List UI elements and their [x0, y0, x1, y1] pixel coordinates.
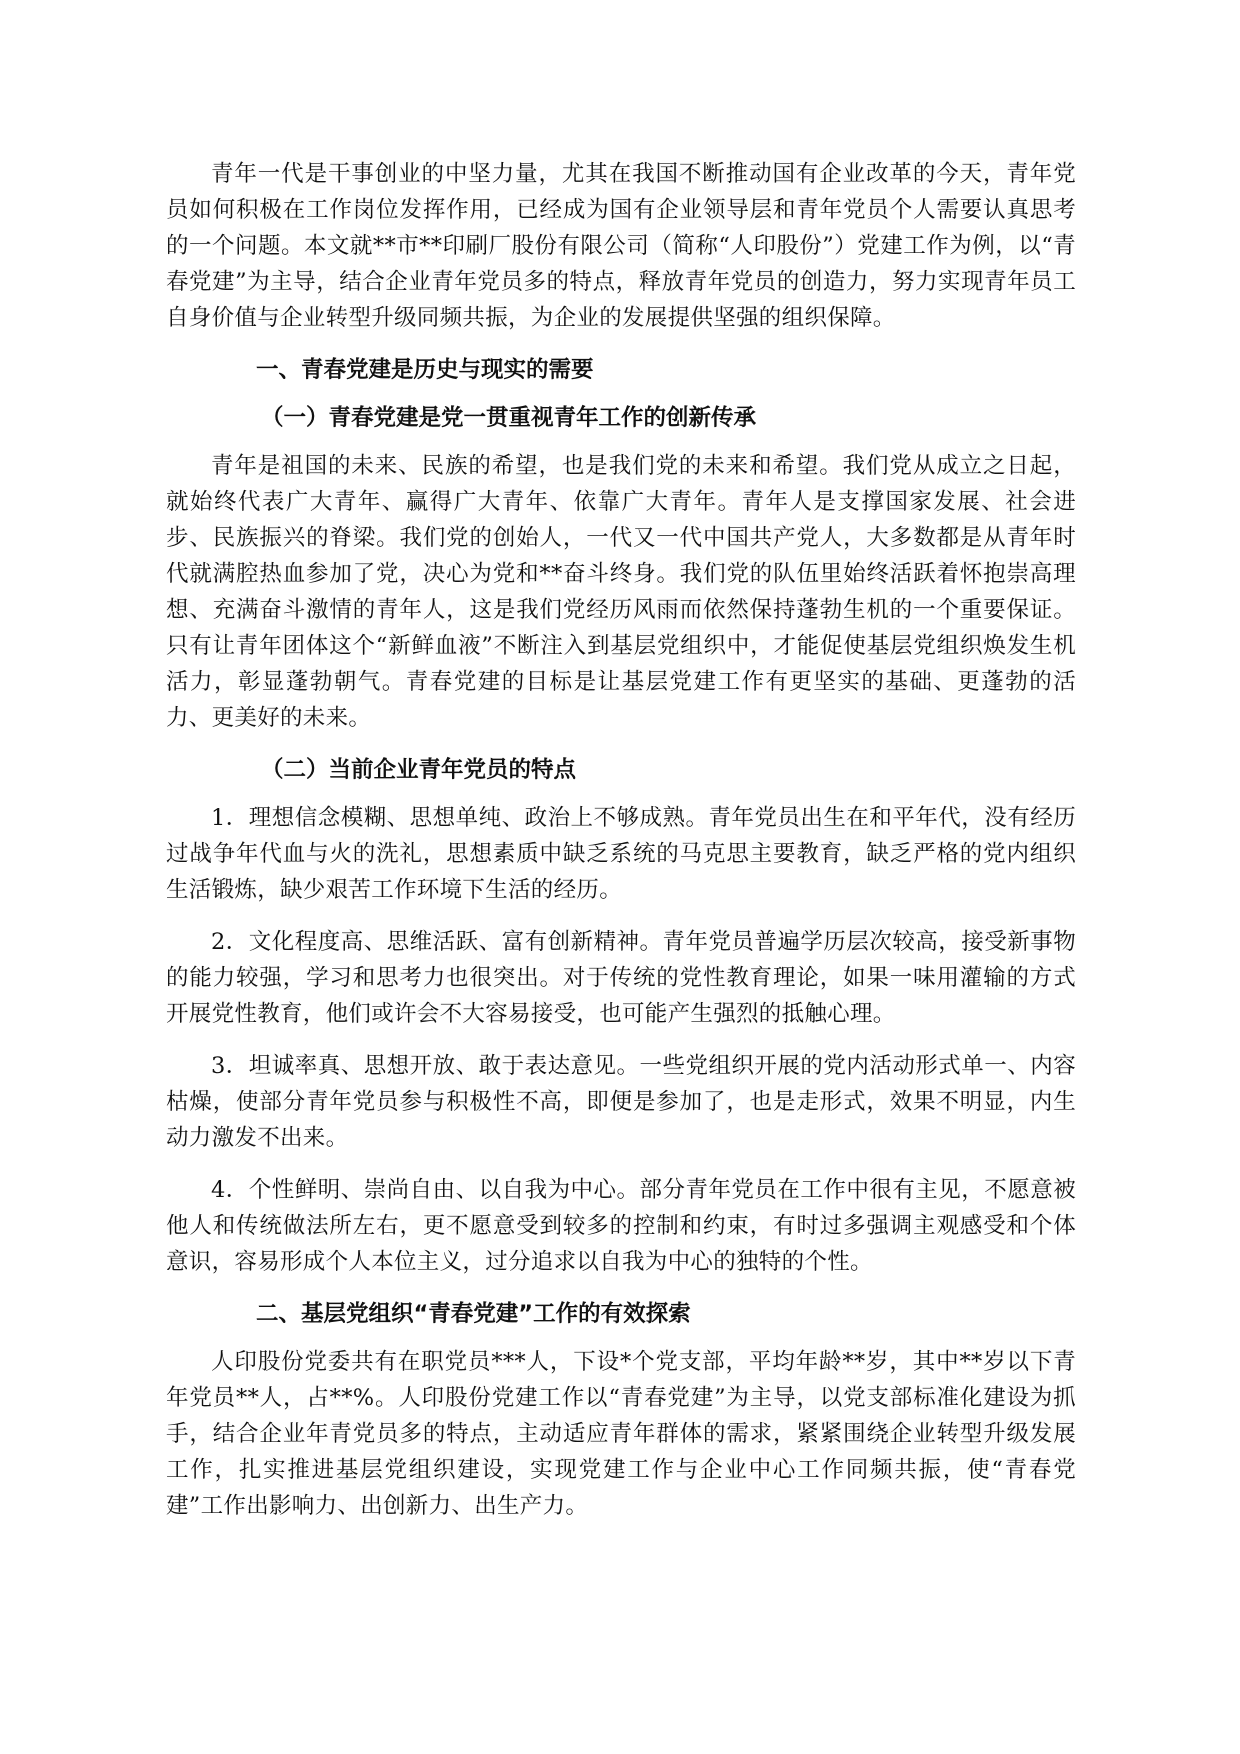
spacer	[166, 336, 1076, 352]
spacer	[166, 1156, 1076, 1172]
document-page	[166, 156, 1076, 1524]
spacer	[166, 736, 1076, 752]
subsection-2-heading: （二）当前企业青年党员的特点	[261, 757, 577, 783]
section-1-heading: 一、青春党建是历史与现实的需要	[256, 357, 594, 383]
trait-item-3: 3．坦诚率真、思想开放、敢于表达意见。一些党组织开展的党内活动形式单一、内容枯燥，使部分青年党员参与积极性不高，即便是参加了，也是走形式，效果不明显，内生动力激发不出来。	[166, 1053, 1076, 1151]
spacer	[166, 388, 1076, 400]
section-2-heading: 二、基层党组织“青春党建”工作的有效探索	[256, 1301, 691, 1327]
spacer	[166, 1280, 1076, 1296]
spacer	[166, 1032, 1076, 1048]
intro-paragraph: 青年一代是干事创业的中坚力量，尤其在我国不断推动国有企业改革的今天，青年党员如何积极在工作岗位发挥作用，已经成为国有企业领导层和青年党员个人需要认真思考的一个问题。本文就**市**印刷厂股份有限公司（简称“人印股份”）党建工作为例，以“青春党建”为主导，结合企业青年党员多的特点，释放青年党员的创造力，努力实现青年员工自身价值与企业转型升级同频共振，为企业的发展提供坚强的组织保障。	[166, 161, 1076, 331]
subsection-1-heading: （一）青春党建是党一贯重视青年工作的创新传承	[261, 405, 757, 431]
spacer	[166, 908, 1076, 924]
spacer	[166, 436, 1076, 448]
subsection-1-paragraph: 青年是祖国的未来、民族的希望，也是我们党的未来和希望。我们党从成立之日起，就始终代表广大青年、赢得广大青年、依靠广大青年。青年人是支撑国家发展、社会进步、民族振兴的脊梁。我们党的创始人，一代又一代中国共产党人，大多数都是从青年时代就满腔热血参加了党，决心为党和**奋斗终身。我们党的队伍里始终活跃着怀抱崇高理想、充满奋斗激情的青年人，这是我们党经历风雨而依然保持蓬勃生机的一个重要保证。只有让青年团体这个“新鲜血液”不断注入到基层党组织中，才能促使基层党组织焕发生机活力，彰显蓬勃朝气。青春党建的目标是让基层党建工作有更坚实的基础、更蓬勃的活力、更美好的未来。	[166, 453, 1076, 731]
trait-item-4: 4．个性鲜明、崇尚自由、以自我为中心。部分青年党员在工作中很有主见，不愿意被他人和传统做法所左右，更不愿意受到较多的控制和约束，有时过多强调主观感受和个体意识，容易形成个人本位主义，过分追求以自我为中心的独特的个性。	[166, 1177, 1076, 1275]
section-2-paragraph: 人印股份党委共有在职党员***人，下设*个党支部，平均年龄**岁，其中**岁以下青年党员**人，占**%。人印股份党建工作以“青春党建”为主导，以党支部标准化建设为抓手，结合企业年青党员多的特点，主动适应青年群体的需求，紧紧围绕企业转型升级发展工作，扎实推进基层党组织建设，实现党建工作与企业中心工作同频共振，使“青春党建”工作出影响力、出创新力、出生产力。	[166, 1349, 1076, 1519]
trait-item-1: 1．理想信念模糊、思想单纯、政治上不够成熟。青年党员出生在和平年代，没有经历过战争年代血与火的洗礼，思想素质中缺乏系统的马克思主要教育，缺乏严格的党内组织生活锻炼，缺少艰苦工作环境下生活的经历。	[166, 805, 1076, 903]
spacer	[166, 788, 1076, 800]
spacer	[166, 1332, 1076, 1344]
trait-item-2: 2．文化程度高、思维活跃、富有创新精神。青年党员普遍学历层次较高，接受新事物的能力较强，学习和思考力也很突出。对于传统的党性教育理论，如果一味用灌输的方式开展党性教育，他们或许会不大容易接受，也可能产生强烈的抵触心理。	[166, 929, 1076, 1027]
